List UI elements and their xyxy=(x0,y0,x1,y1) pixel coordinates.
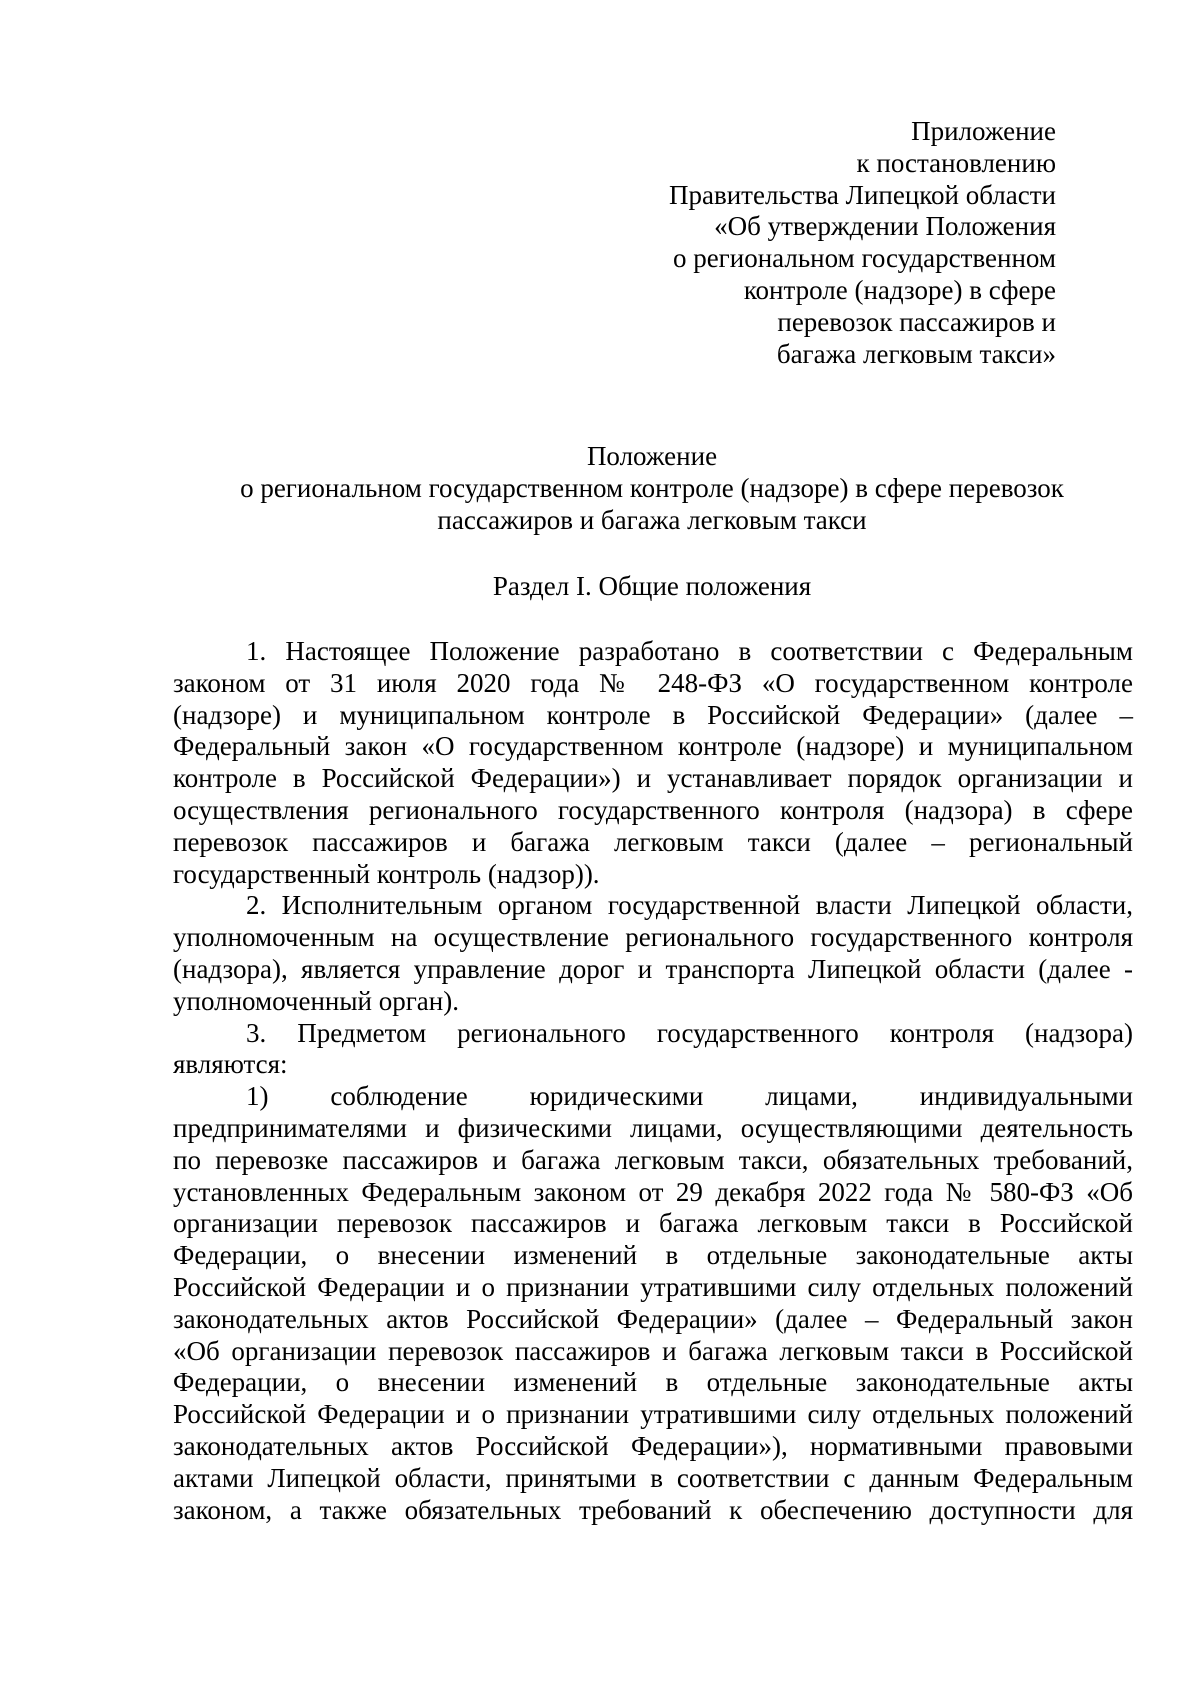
paragraph-line: законом от 31 июля 2020 года № 248-ФЗ «О государственном контроле xyxy=(173,667,1133,698)
paragraph-line: «Об организации перевозок пассажиров и багажа легковым такси в Российской xyxy=(173,1335,1133,1366)
paragraph-line: законодательных актов Российской Федерации» (далее – Федеральный закон xyxy=(173,1303,1133,1334)
paragraph-line: законодательных актов Российской Федерации»), нормативными правовыми xyxy=(173,1430,1133,1461)
paragraph-line: предпринимателями и физическими лицами, осуществляющими деятельность xyxy=(173,1112,1133,1143)
appendix-line: к постановлению xyxy=(856,147,1056,178)
paragraph-line: 2. Исполнительным органом государственной власти Липецкой области, xyxy=(246,890,1133,921)
appendix-line: багажа легковым такси» xyxy=(776,338,1056,369)
paragraph-line: актами Липецкой области, принятыми в соответствии с данным Федеральным xyxy=(173,1462,1133,1493)
paragraph-line: (надзора), является управление дорог и транспорта Липецкой области (далее - xyxy=(173,953,1133,984)
appendix-line: Правительства Липецкой области xyxy=(668,179,1056,210)
paragraph-3-item-1 xyxy=(173,1081,1133,1526)
appendix-line: контроле (надзоре) в сфере xyxy=(743,274,1056,305)
paragraph-line: государственный контроль (надзор)). xyxy=(173,858,600,889)
paragraph-line: законом, а также обязательных требований к обеспечению доступности для xyxy=(173,1494,1133,1525)
paragraph-line: Российской Федерации и о признании утратившими силу отдельных положений xyxy=(173,1399,1133,1430)
document-title xyxy=(172,441,1132,536)
document-body xyxy=(173,636,1133,1526)
paragraph-line: 3. Предметом регионального государственного контроля (надзора) xyxy=(246,1017,1133,1048)
paragraph-line: являются: xyxy=(173,1049,288,1080)
paragraph-line: (надзоре) и муниципальном контроле в Российской Федерации» (далее – xyxy=(173,699,1133,730)
paragraph-line: организации перевозок пассажиров и багажа легковым такси в Российской xyxy=(173,1208,1133,1239)
paragraph-line: Федерации, о внесении изменений в отдельные законодательные акты xyxy=(173,1240,1133,1271)
appendix-line: Приложение xyxy=(911,116,1056,146)
paragraph-line: Российской Федерации и о признании утратившими силу отдельных положений xyxy=(173,1271,1133,1302)
paragraph-line: установленных Федеральным законом от 29 декабря 2022 года № 580-ФЗ «Об xyxy=(173,1176,1133,1207)
title-line: пассажиров и багажа легковым такси xyxy=(437,504,867,535)
paragraph-line: контроле в Российской Федерации») и устанавливает порядок организации и xyxy=(173,763,1133,794)
paragraph-line: Федеральный закон «О государственном контроле (надзоре) и муниципальном xyxy=(173,731,1133,762)
appendix-line: о региональном государственном xyxy=(672,243,1056,274)
paragraph-line: 1) соблюдение юридическими лицами, индивидуальными xyxy=(246,1081,1133,1112)
appendix-header xyxy=(669,116,1056,370)
paragraph-line: уполномоченный орган). xyxy=(173,985,459,1016)
paragraph-line: 1. Настоящее Положение разработано в соответствии с Федеральным xyxy=(246,636,1133,666)
title-line: Положение xyxy=(586,441,718,471)
paragraph-line: уполномоченным на осуществление регионального государственного контроля xyxy=(173,922,1133,953)
paragraph-2 xyxy=(173,890,1133,1017)
paragraph-1 xyxy=(173,636,1133,890)
paragraph-line: Федерации, о внесении изменений в отдельные законодательные акты xyxy=(173,1367,1133,1398)
paragraph-line: по перевозке пассажиров и багажа легковым такси, обязательных требований, xyxy=(173,1144,1133,1175)
section-heading: Раздел I. Общие положения xyxy=(492,571,812,601)
paragraph-line: осуществления регионального государственного контроля (надзора) в сфере xyxy=(173,794,1133,825)
appendix-line: «Об утверждении Положения xyxy=(714,211,1056,242)
appendix-line: перевозок пассажиров и xyxy=(777,306,1056,337)
title-line: о региональном государственном контроле (надзоре) в сфере перевозок xyxy=(240,472,1064,503)
paragraph-line: перевозок пассажиров и багажа легковым такси (далее – региональный xyxy=(173,826,1133,857)
paragraph-3 xyxy=(173,1018,1133,1082)
